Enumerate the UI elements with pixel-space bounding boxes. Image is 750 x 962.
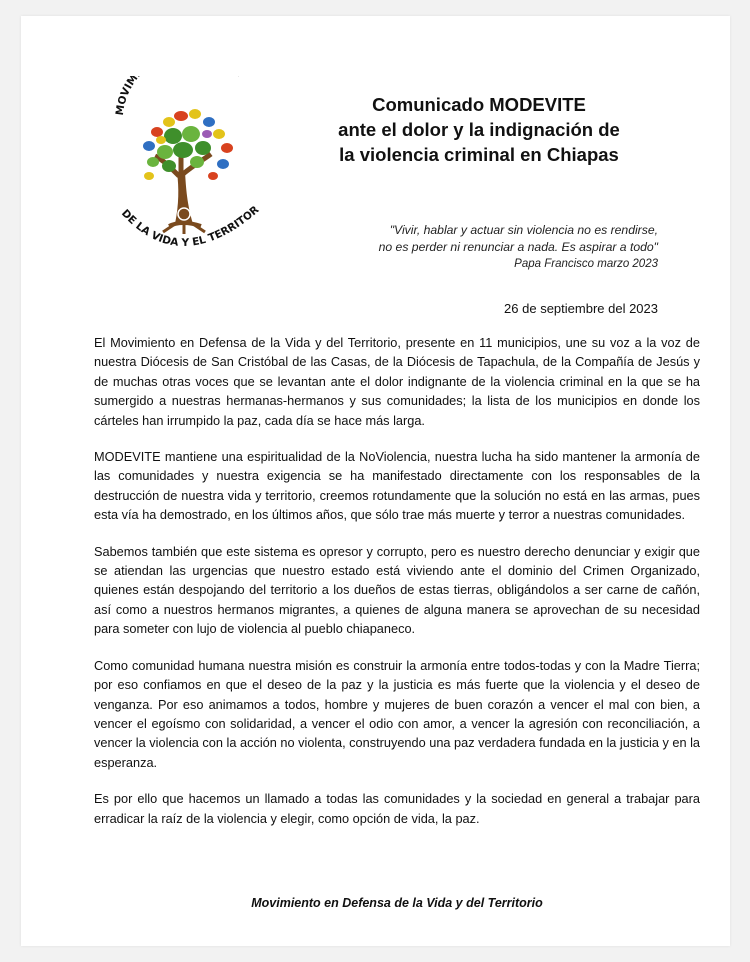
document-page — [21, 16, 730, 946]
paragraph: El Movimiento en Defensa de la Vida y del Territorio, presente en 11 municipios, une su voz a la voz de nuestra Diócesis de San Cristóbal de las Casas, de la Diócesis de Tapachula, de la Compañía de Jesús y de muchas otras voces que se levantan ante el dolor indignante de la violencia criminal en la que se ha sumergido a nuestras hermanas-hermanos y sus comunidades; la lista de los municipios en donde los cárteles han irrumpido la paz, cada día se hace más larga. — [94, 335, 700, 428]
logo-text-top: MOVIM — [113, 76, 141, 117]
communique-title — [319, 92, 639, 167]
title-line-2: ante el dolor y la indignación de — [338, 119, 620, 140]
quote-line-1: "Vivir, hablar y actuar sin violencia no es rendirse, — [389, 223, 658, 237]
title-line-3: la violencia criminal en Chiapas — [339, 144, 619, 165]
title-line-1: Comunicado MODEVITE — [372, 94, 586, 115]
epigraph-quote — [298, 222, 658, 273]
paragraph: Es por ello que hacemos un llamado a todas las comunidades y la sociedad en general a trabajar para erradicar la raíz de la violencia y elegir, como opción de vida, la paz. — [94, 791, 700, 826]
paragraph: MODEVITE mantiene una espiritualidad de la NoViolencia, nuestra lucha ha sido mantener la armonía de las comunidades y nuestra exigencia se ha manifestado directamente con los responsables de la destrucción de nuestra vida y territorio, creemos rotundamente que la solución no está en las armas, pues esta vía ha demostrado, en los últimos años, que sólo trae más muerte y terror a nuestras comunidades. — [94, 449, 700, 523]
document-body — [94, 333, 700, 845]
tree-emblem — [109, 76, 269, 261]
logo-text-bottom: DE LA VIDA Y EL TERRITOR — [118, 203, 262, 250]
signature: Movimiento en Defensa de la Vida y del Territorio — [251, 896, 543, 910]
paragraph: Como comunidad humana nuestra misión es construir la armonía entre todos-todas y con la Madre Tierra; por eso confiamos en que el deseo de la paz y la justicia es más fuerte que la violencia y el deseo de venganza. Por eso animamos a todos, hombre y mujeres de buen corazón a vencer el mal con bien, a vencer el egoísmo con solidaridad, a vencer el odio con amor, a vencer la agresión con reconciliación, a vencer la violencia con la acción no violenta, construyendo una paz verdadera fundada en la justicia y en la esperanza. — [94, 657, 701, 770]
quote-source: Papa Francisco marzo 2023 — [514, 258, 658, 270]
document-date: 26 de septiembre del 2023 — [504, 301, 658, 316]
paragraph: Sabemos también que este sistema es opresor y corrupto, pero es nuestro derecho denunciar y exigir que se atiendan las urgencias que nuestro estado está viviendo ante el dominio del Crimen Organizado, quienes están despojando del territorio a los dueños de estas tierras, obligándolos a ser carne de cañón, así como a nuestros hermanos migrantes, a quienes de alguna manera se aprovechan de su necesidad para someter con lujo de violencia al pueblo chiapaneco. — [94, 543, 700, 637]
svg-text:MOVIMIENTO EN DEFENSA — [114, 76, 246, 116]
quote-line-2: no es perder ni renunciar a nada. Es aspirar a todo" — [378, 240, 658, 254]
modevite-logo — [109, 76, 269, 261]
